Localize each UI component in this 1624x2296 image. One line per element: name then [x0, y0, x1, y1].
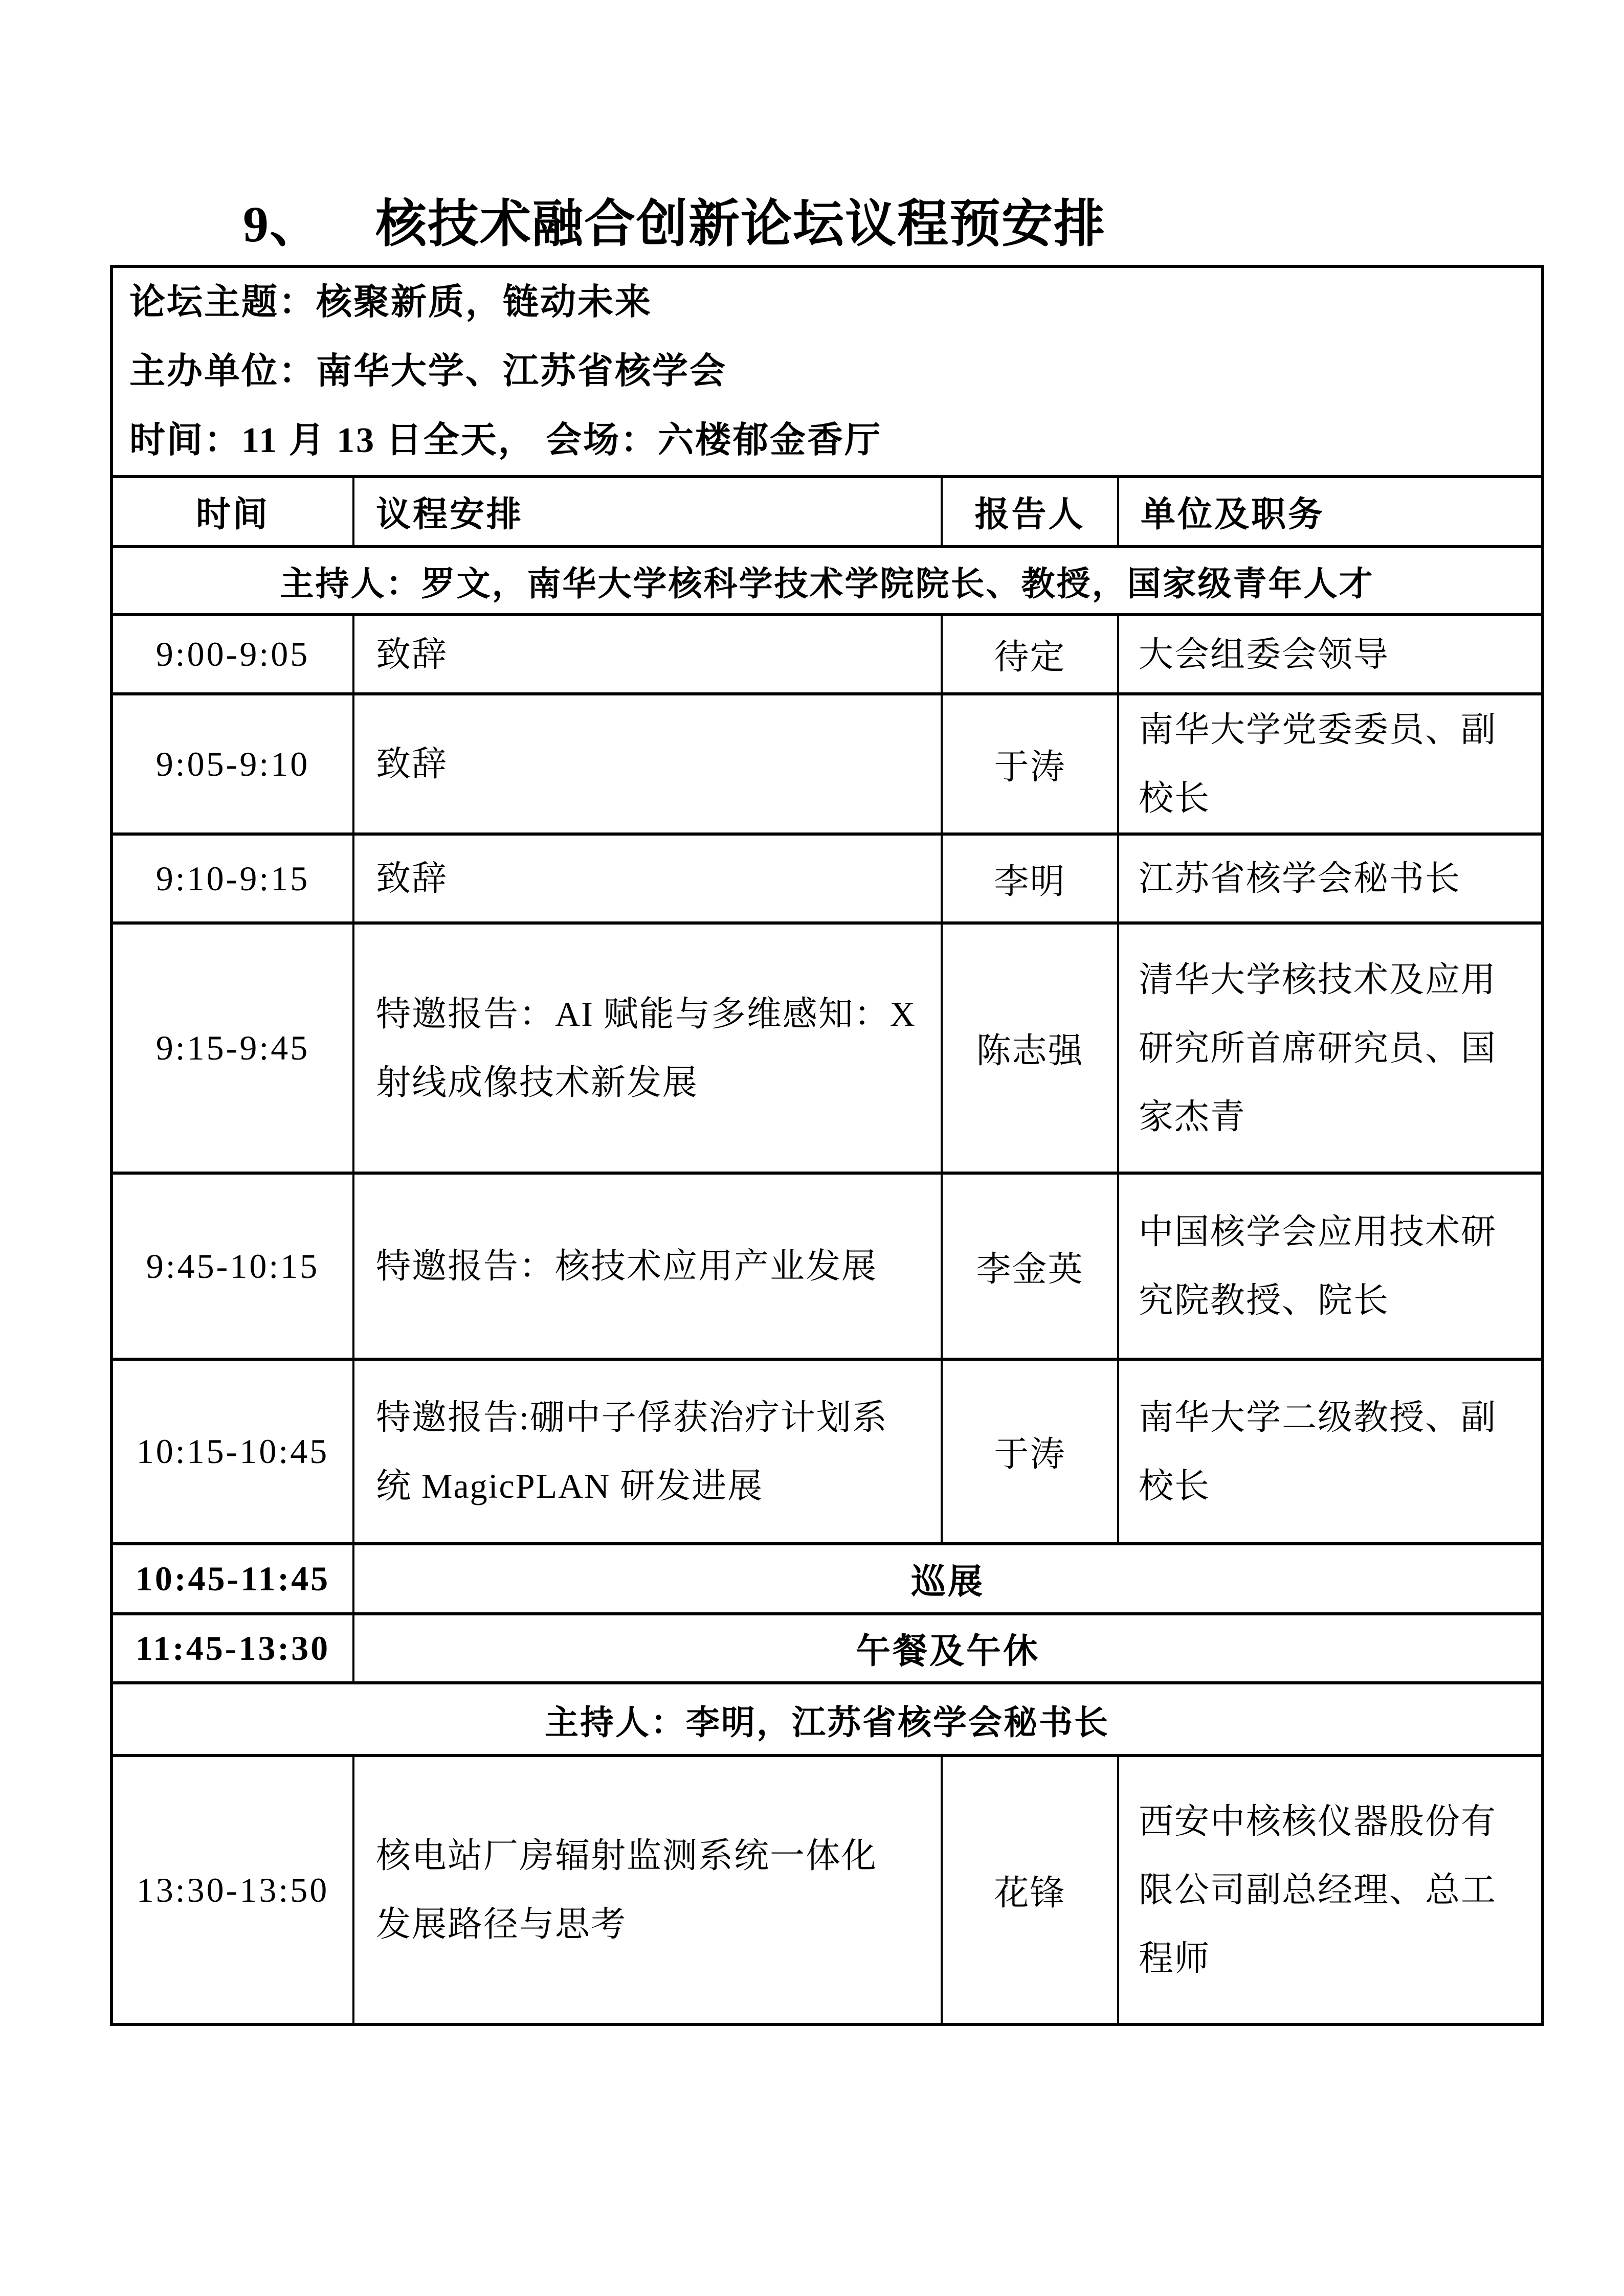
unit-line: 校长	[1139, 779, 1211, 818]
unit-line: 中国核学会应用技术研	[1139, 1212, 1497, 1251]
title-text: 核技术融合创新论坛议程预安排	[375, 196, 1106, 253]
forum-time-venue: 时间：11 月 13 日全天， 会场：六楼郁金香厅	[129, 421, 882, 460]
agenda-line: 统 MagicPLAN 研发进展	[376, 1466, 764, 1505]
cell-agenda	[353, 615, 942, 694]
agenda-line: 射线成像技术新发展	[376, 1063, 699, 1102]
unit-line: 南华大学二级教授、副	[1139, 1398, 1497, 1437]
unit-line: 家杰青	[1139, 1097, 1247, 1136]
unit-line: 究院教授、院长	[1139, 1281, 1390, 1320]
agenda-table	[110, 265, 1544, 2026]
cell-time: 9:05-9:10	[112, 694, 353, 834]
cell-time: 13:30-13:50	[112, 1755, 353, 2024]
table-row	[112, 615, 1543, 694]
page-title	[243, 194, 1106, 255]
unit-line: 大会组委会领导	[1139, 635, 1390, 674]
cell-speaker: 于涛	[942, 694, 1118, 834]
unit-line: 校长	[1139, 1466, 1211, 1505]
agenda-line: 核电站厂房辐射监测系统一体化	[376, 1836, 878, 1875]
moderator-row-2	[112, 1683, 1543, 1755]
table-row	[112, 834, 1543, 923]
cell-time: 10:45-11:45	[112, 1544, 353, 1614]
agenda-line: 发展路径与思考	[376, 1905, 627, 1944]
forum-info-row	[112, 266, 1543, 477]
unit-line: 西安中核核仪器股份有	[1139, 1802, 1497, 1841]
cell-agenda	[353, 834, 942, 923]
forum-organizer: 主办单位：南华大学、江苏省核学会	[129, 352, 727, 391]
cell-agenda	[353, 923, 942, 1173]
break-label: 午餐及午休	[353, 1614, 1543, 1683]
cell-speaker: 李金英	[942, 1173, 1118, 1359]
break-row-exhibition	[112, 1544, 1543, 1614]
cell-time: 9:45-10:15	[112, 1173, 353, 1359]
agenda-line: 特邀报告:硼中子俘获治疗计划系	[376, 1398, 888, 1437]
unit-line: 限公司副总经理、总工	[1139, 1871, 1497, 1909]
agenda-line: 致辞	[376, 859, 448, 898]
table-row	[112, 694, 1543, 834]
moderator-2: 主持人：李明，江苏省核学会秘书长	[112, 1683, 1543, 1755]
cell-unit	[1118, 1755, 1543, 2024]
header-time: 时间	[112, 477, 353, 547]
moderator-row-1	[112, 547, 1543, 615]
forum-theme: 论坛主题：核聚新质，链动未来	[129, 283, 652, 322]
cell-agenda	[353, 1755, 942, 2024]
agenda-line: 特邀报告：核技术应用产业发展	[376, 1247, 878, 1286]
cell-agenda	[353, 1173, 942, 1359]
cell-time: 9:15-9:45	[112, 923, 353, 1173]
forum-info-cell	[112, 266, 1543, 477]
agenda-line: 致辞	[376, 745, 448, 783]
unit-line: 研究所首席研究员、国	[1139, 1028, 1497, 1068]
table-row	[112, 1359, 1543, 1544]
cell-unit	[1118, 923, 1543, 1173]
agenda-line: 特邀报告：AI 赋能与多维感知：X	[376, 994, 916, 1033]
cell-speaker: 待定	[942, 615, 1118, 694]
break-row-lunch	[112, 1614, 1543, 1683]
cell-speaker: 李明	[942, 834, 1118, 923]
table-row	[112, 1173, 1543, 1359]
table-header-row	[112, 477, 1543, 547]
header-speaker: 报告人	[942, 477, 1118, 547]
cell-unit	[1118, 615, 1543, 694]
header-agenda: 议程安排	[353, 477, 942, 547]
cell-agenda	[353, 694, 942, 834]
cell-time: 11:45-13:30	[112, 1614, 353, 1683]
cell-time: 9:00-9:05	[112, 615, 353, 694]
table-row	[112, 923, 1543, 1173]
header-unit: 单位及职务	[1118, 477, 1543, 547]
moderator-1: 主持人：罗文，南华大学核科学技术学院院长、教授，国家级青年人才	[112, 547, 1543, 615]
unit-line: 南华大学党委委员、副	[1139, 710, 1497, 749]
cell-unit	[1118, 834, 1543, 923]
cell-unit	[1118, 694, 1543, 834]
unit-line: 清华大学核技术及应用	[1139, 960, 1497, 999]
table-row	[112, 1755, 1543, 2024]
cell-unit	[1118, 1359, 1543, 1544]
cell-speaker: 陈志强	[942, 923, 1118, 1173]
unit-line: 程师	[1139, 1939, 1211, 1978]
cell-time: 10:15-10:45	[112, 1359, 353, 1544]
break-label: 巡展	[353, 1544, 1543, 1614]
title-number: 9、	[243, 196, 322, 253]
cell-speaker: 花锋	[942, 1755, 1118, 2024]
cell-time: 9:10-9:15	[112, 834, 353, 923]
cell-speaker: 于涛	[942, 1359, 1118, 1544]
unit-line: 江苏省核学会秘书长	[1139, 859, 1461, 898]
cell-agenda	[353, 1359, 942, 1544]
agenda-line: 致辞	[376, 635, 448, 674]
cell-unit	[1118, 1173, 1543, 1359]
